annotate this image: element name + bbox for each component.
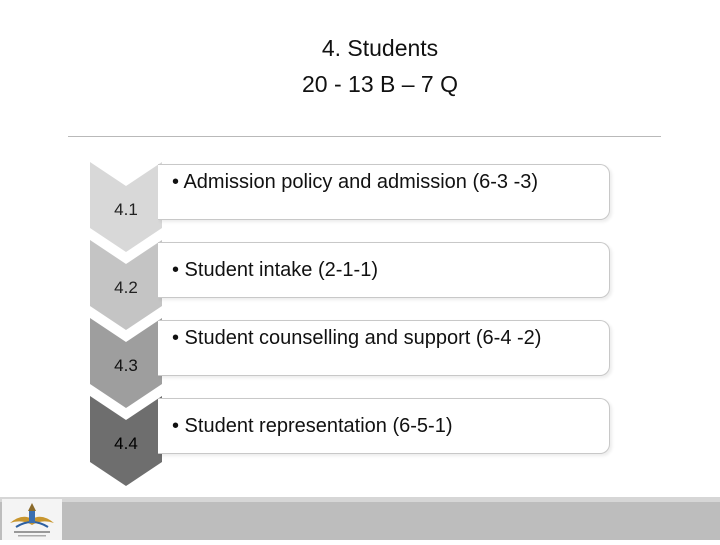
item-number: 4.1 <box>114 200 138 219</box>
item-box-4-2 <box>158 242 610 298</box>
item-box-4-3 <box>158 320 610 376</box>
item-text: • Student representation (6-5-1) <box>172 415 453 437</box>
title-line-1: 4. Students <box>321 35 439 61</box>
footer-bar <box>0 497 720 540</box>
chevron-4-4 <box>90 396 162 486</box>
chevron-4-1 <box>90 162 162 252</box>
item-number: 4.4 <box>114 434 138 453</box>
footer-highlight <box>0 497 720 502</box>
item-box-4-4 <box>158 398 610 454</box>
title-line-2: 20 - 13 B – 7 Q <box>302 71 458 97</box>
item-box-4-1 <box>158 164 610 220</box>
item-text: • Admission policy and admission (6-3 -3) <box>172 171 539 193</box>
chevron-4-3 <box>90 318 162 408</box>
item-number: 4.3 <box>114 356 138 375</box>
item-number: 4.2 <box>114 278 138 297</box>
chevron-4-2 <box>90 240 162 330</box>
item-text: • Student intake (2-1-1) <box>172 259 378 281</box>
item-text: • Student counselling and support (6-4 -2) <box>172 327 542 349</box>
university-emblem-icon <box>2 499 62 540</box>
